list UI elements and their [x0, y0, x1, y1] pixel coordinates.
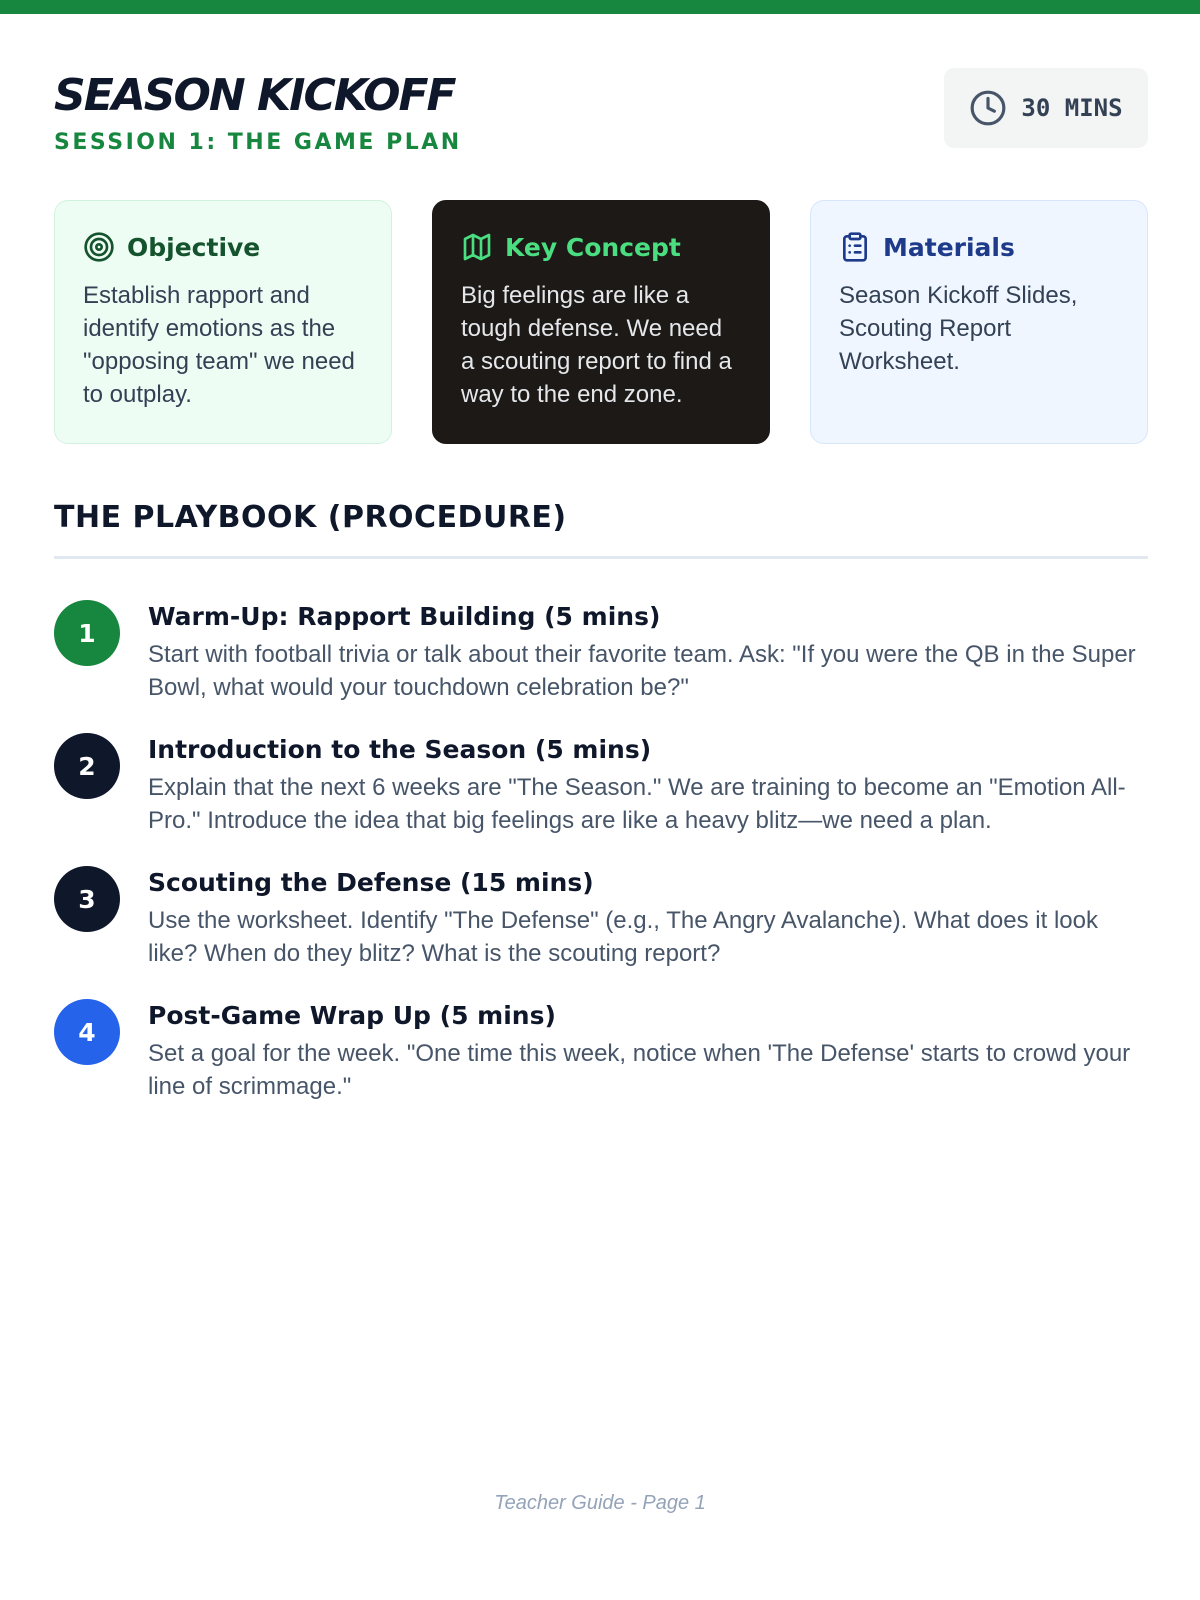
clipboard-icon [839, 231, 871, 263]
step-number-badge: 2 [54, 733, 120, 799]
step-number-badge: 1 [54, 600, 120, 666]
procedure-steps [54, 600, 1148, 1132]
step-description: Start with football trivia or talk about their favorite team. Ask: "If you were the QB in the Super Bowl, what would your touchdown celebration be?" [148, 641, 1136, 701]
step-number-badge: 4 [54, 999, 120, 1065]
materials-card-body: Season Kickoff Slides, Scouting Report Worksheet. [839, 282, 1078, 375]
top-accent-bar [0, 0, 1200, 14]
section-divider [54, 556, 1148, 559]
key-concept-card-header [461, 227, 741, 267]
clock-icon [969, 89, 1007, 127]
target-icon [83, 231, 115, 263]
objective-card-title: Objective [127, 232, 261, 262]
page-footer: Teacher Guide - Page 1 [494, 1492, 706, 1514]
key-concept-card-body: Big feelings are like a tough defense. We need a scouting report to find a way to the end zone. [461, 282, 732, 408]
step-description: Explain that the next 6 weeks are "The Season." We are training to become an "Emotion All-Pro." Introduce the idea that big feelings are like a heavy blitz—we need a plan. [148, 774, 1126, 834]
duration-text: 30 MINS [1021, 94, 1123, 122]
materials-card-title: Materials [883, 232, 1015, 262]
step-item [54, 733, 1148, 866]
objective-card-body: Establish rapport and identify emotions as the "opposing team" we need to outplay. [83, 282, 355, 408]
info-cards [54, 200, 1148, 444]
materials-card [810, 200, 1148, 444]
step-title: Post-Game Wrap Up (5 mins) [148, 1001, 556, 1030]
step-description: Set a goal for the week. "One time this week, notice when 'The Defense' starts to crowd your line of scrimmage." [148, 1040, 1131, 1100]
step-number-badge: 3 [54, 866, 120, 932]
step-item [54, 600, 1148, 733]
page-header [54, 70, 1148, 170]
map-icon [461, 231, 493, 263]
objective-card [54, 200, 392, 444]
session-subtitle: SESSION 1: THE GAME PLAN [54, 130, 462, 155]
materials-card-header [839, 227, 1119, 267]
key-concept-card [432, 200, 770, 444]
step-item [54, 866, 1148, 999]
objective-card-header [83, 227, 363, 267]
procedure-section-title: THE PLAYBOOK (PROCEDURE) [54, 500, 567, 535]
step-title: Warm-Up: Rapport Building (5 mins) [148, 602, 661, 631]
step-item [54, 999, 1148, 1132]
duration-badge [944, 68, 1148, 148]
key-concept-card-title: Key Concept [505, 232, 681, 262]
step-title: Scouting the Defense (15 mins) [148, 868, 594, 897]
step-description: Use the worksheet. Identify "The Defense" (e.g., The Angry Avalanche). What does it look like? When do they blitz? What is the scouting report? [148, 907, 1098, 967]
page-title: SEASON KICKOFF [54, 70, 455, 121]
step-title: Introduction to the Season (5 mins) [148, 735, 652, 764]
